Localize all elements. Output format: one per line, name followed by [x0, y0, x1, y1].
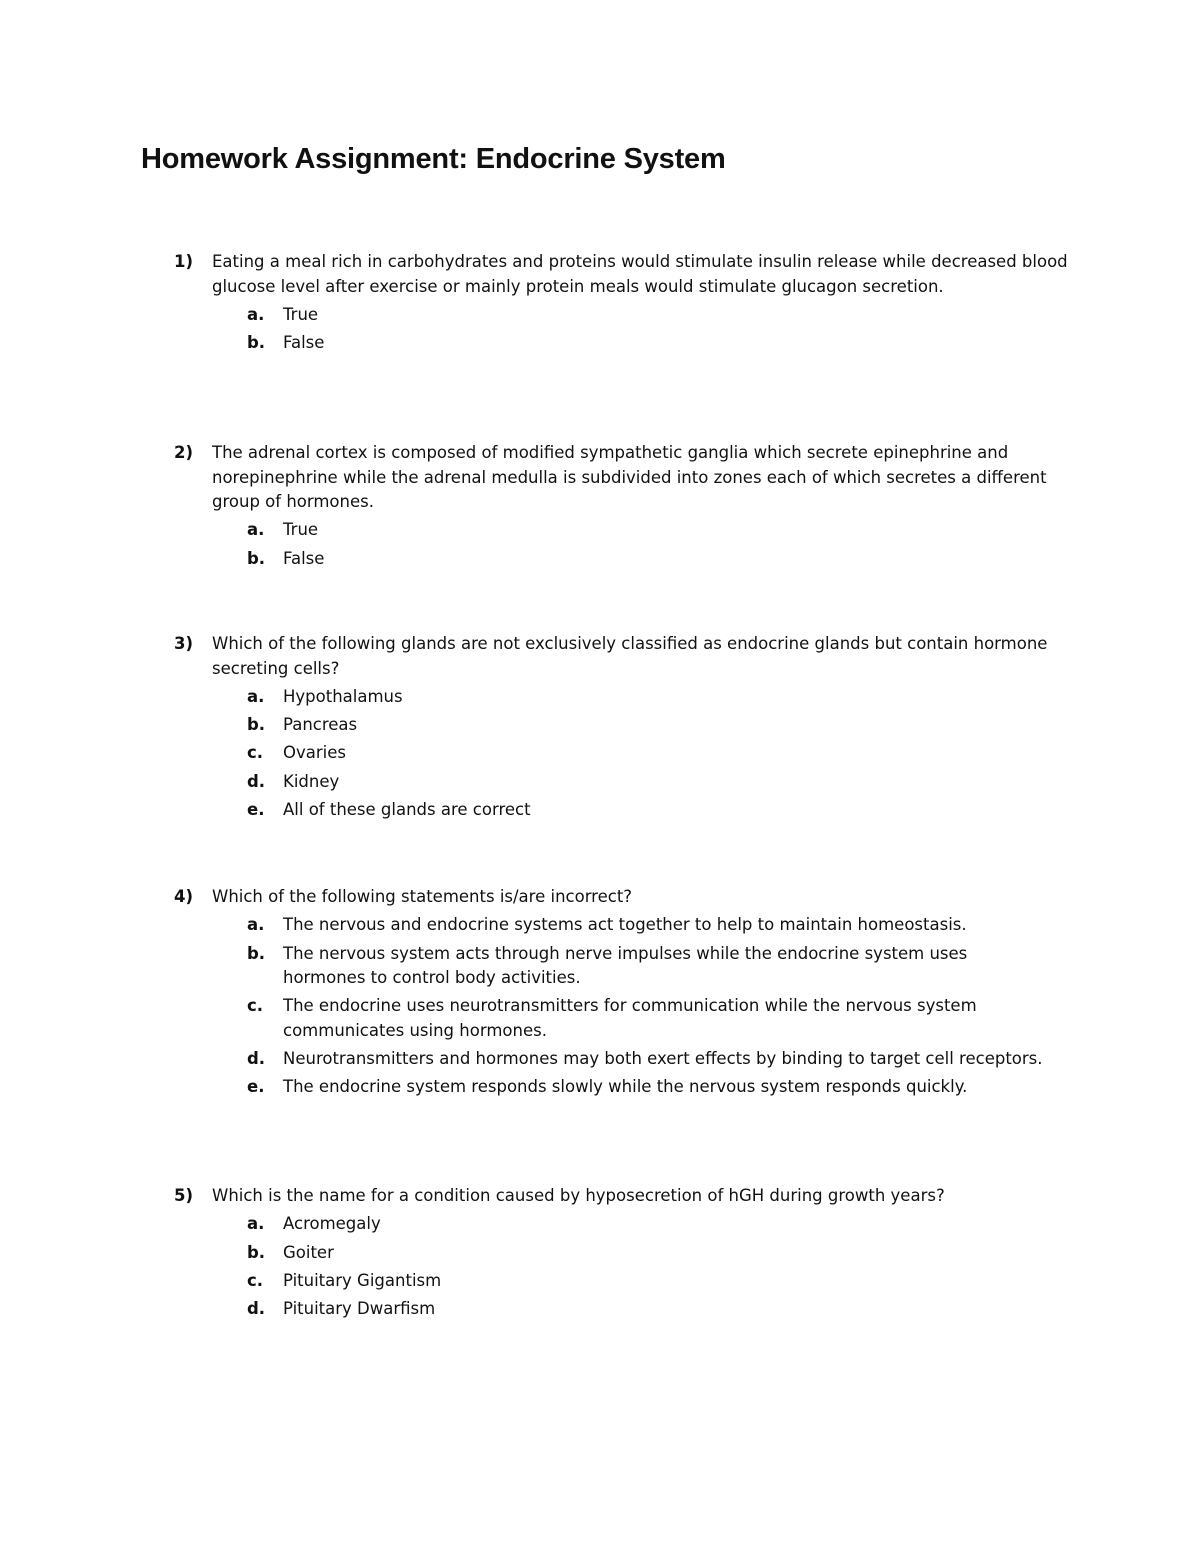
question-stem [174, 885, 1074, 910]
option-text: The endocrine system responds slowly while the nervous system responds quickly. [283, 1077, 968, 1097]
question-1 [174, 250, 1074, 356]
option-text: The endocrine uses neurotransmitters for communication while the nervous system communicates using hormones. [283, 996, 977, 1040]
option-item [174, 741, 1074, 766]
option-item [174, 685, 1074, 710]
option-item [174, 518, 1074, 543]
option-letter: d. [247, 1299, 266, 1319]
option-letter: c. [247, 1270, 264, 1290]
option-letter: b. [247, 548, 266, 568]
question-stem [174, 1184, 1074, 1209]
question-text: Which of the following statements is/are incorrect? [212, 887, 633, 906]
option-text: Hypothalamus [283, 686, 403, 706]
option-item [174, 1047, 1074, 1072]
option-letter: e. [247, 1077, 265, 1097]
option-letter: c. [247, 996, 264, 1016]
option-list [174, 303, 1074, 356]
option-list [174, 685, 1074, 823]
option-item [174, 1297, 1074, 1322]
question-2 [174, 441, 1074, 571]
option-text: False [283, 333, 325, 353]
option-item [174, 798, 1074, 823]
option-letter: a. [247, 915, 265, 935]
option-text: False [283, 548, 325, 568]
question-4 [174, 885, 1074, 1100]
option-item [174, 994, 1074, 1043]
question-stem [174, 250, 1074, 299]
option-letter: a. [247, 520, 265, 540]
option-item [174, 303, 1074, 328]
question-text: Eating a meal rich in carbohydrates and proteins would stimulate insulin release while decreased blood glucose level after exercise or mainly protein meals would stimulate glucagon secretion. [212, 252, 1068, 296]
option-text: Ovaries [283, 743, 346, 763]
page-title: Homework Assignment: Endocrine System [141, 143, 726, 175]
option-letter: a. [247, 304, 265, 324]
option-list [174, 518, 1074, 571]
option-text: All of these glands are correct [283, 799, 531, 819]
option-text: Acromegaly [283, 1214, 381, 1234]
option-item [174, 942, 1074, 991]
option-letter: a. [247, 1214, 265, 1234]
option-text: Pancreas [283, 715, 358, 735]
option-letter: a. [247, 686, 265, 706]
question-number: 1) [174, 252, 194, 271]
question-number: 4) [174, 887, 194, 906]
option-text: Pituitary Dwarfism [283, 1299, 436, 1319]
option-item [174, 913, 1074, 938]
question-5 [174, 1184, 1074, 1322]
option-item [174, 713, 1074, 738]
option-letter: c. [247, 743, 264, 763]
question-number: 2) [174, 443, 194, 462]
question-number: 3) [174, 634, 194, 653]
option-text: True [283, 520, 319, 540]
option-item [174, 1269, 1074, 1294]
question-text: Which of the following glands are not exclusively classified as endocrine glands but contain hormone secreting cells? [212, 634, 1048, 678]
question-number: 5) [174, 1186, 194, 1205]
option-letter: b. [247, 1242, 266, 1262]
option-text: Neurotransmitters and hormones may both exert effects by binding to target cell receptors. [283, 1049, 1043, 1069]
option-letter: b. [247, 333, 266, 353]
question-stem [174, 632, 1074, 681]
option-text: The nervous system acts through nerve impulses while the endocrine system uses hormones to control body activities. [283, 943, 968, 988]
question-text: The adrenal cortex is composed of modified sympathetic ganglia which secrete epinephrine and norepinephrine while the adrenal medulla is subdivided into zones each of which secretes a different group of hormones. [212, 443, 1047, 511]
option-text: The nervous and endocrine systems act together to help to maintain homeostasis. [283, 915, 967, 935]
option-text: Kidney [283, 771, 340, 791]
option-letter: e. [247, 799, 265, 819]
option-letter: d. [247, 1049, 266, 1069]
option-list [174, 1212, 1074, 1321]
option-text: Pituitary Gigantism [283, 1270, 442, 1290]
option-letter: b. [247, 715, 266, 735]
option-item [174, 1075, 1074, 1100]
option-item [174, 1241, 1074, 1266]
option-item [174, 1212, 1074, 1237]
option-item [174, 770, 1074, 795]
option-text: True [283, 304, 319, 324]
question-3 [174, 632, 1074, 822]
option-item [174, 547, 1074, 572]
option-text: Goiter [283, 1242, 334, 1262]
option-letter: b. [247, 943, 266, 963]
option-letter: d. [247, 771, 266, 791]
question-text: Which is the name for a condition caused by hyposecretion of hGH during growth years? [212, 1186, 945, 1205]
question-stem [174, 441, 1074, 515]
option-list [174, 913, 1074, 1100]
option-item [174, 331, 1074, 356]
